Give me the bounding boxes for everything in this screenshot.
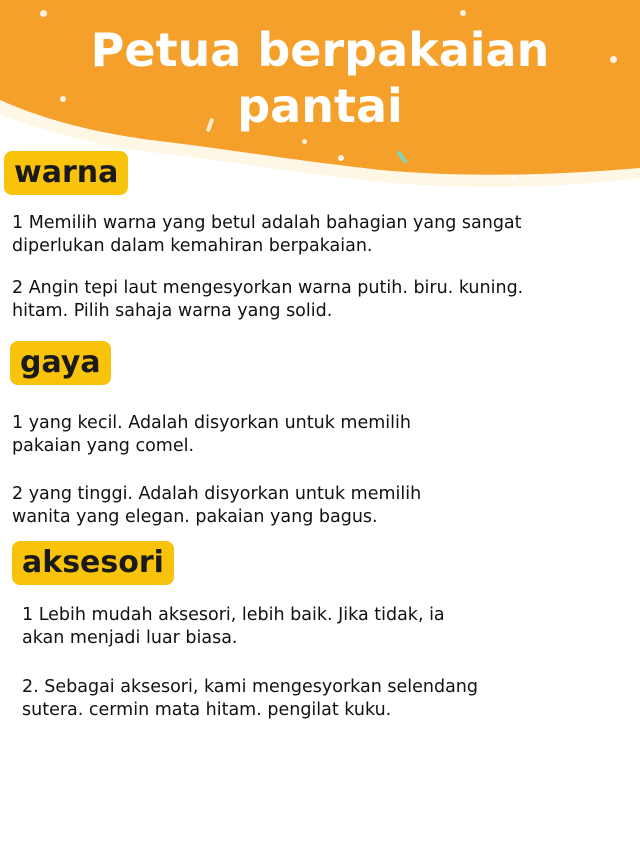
- paragraph-line: 1 yang kecil. Adalah disyorkan untuk memilih: [12, 413, 411, 433]
- section-label-warna: warna: [4, 151, 128, 195]
- paragraph-line: 2 yang tinggi. Adalah disyorkan untuk memilih: [12, 484, 422, 504]
- decorative-dot: [302, 139, 307, 144]
- paragraph-line: hitam. Pilih sahaja warna yang solid.: [12, 301, 333, 321]
- decorative-dot: [40, 10, 47, 17]
- paragraph-line: akan menjadi luar biasa.: [22, 628, 238, 648]
- section-label-aksesori: aksesori: [12, 541, 174, 585]
- section-paragraph: [12, 212, 522, 258]
- section-paragraph: [22, 676, 478, 722]
- paragraph-line: wanita yang elegan. pakaian yang bagus.: [12, 507, 378, 527]
- paragraph-line: 1 Lebih mudah aksesori, lebih baik. Jika tidak, ia: [22, 605, 445, 625]
- section-paragraph: [12, 483, 421, 529]
- paragraph-line: 1 Memilih warna yang betul adalah bahagian yang sangat: [12, 213, 522, 233]
- decorative-dot: [512, 175, 517, 180]
- decorative-dot: [460, 10, 466, 16]
- paragraph-line: pakaian yang comel.: [12, 436, 195, 456]
- paragraph-line: 2 Angin tepi laut mengesyorkan warna putih. biru. kuning.: [12, 278, 524, 298]
- paragraph-line: diperlukan dalam kemahiran berpakaian.: [12, 236, 373, 256]
- decorative-dot: [338, 155, 344, 161]
- paragraph-line: sutera. cermin mata hitam. pengilat kuku.: [22, 700, 392, 720]
- page-title-line2: pantai: [237, 79, 403, 133]
- section-paragraph: [22, 604, 445, 650]
- section-paragraph: [12, 412, 411, 458]
- section-label-gaya: gaya: [10, 341, 111, 385]
- section-paragraph: [12, 277, 523, 323]
- paragraph-line: 2. Sebagai aksesori, kami mengesyorkan selendang: [22, 677, 478, 697]
- page-title: Petua berpakaian: [90, 23, 550, 77]
